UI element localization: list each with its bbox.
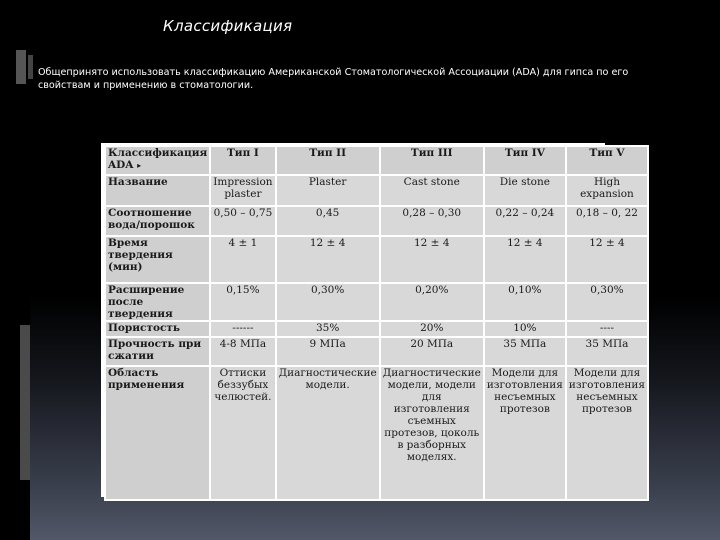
table-cell: 35 МПа: [484, 337, 566, 366]
column-header: Тип II: [276, 146, 380, 175]
row-label: Расширение после твердения: [105, 283, 210, 321]
table-cell: 10%: [484, 321, 566, 337]
table-row: [105, 283, 648, 321]
table-cell: 0,50 – 0,75: [210, 206, 275, 236]
column-header: Тип I: [210, 146, 275, 175]
column-header: Тип III: [380, 146, 484, 175]
table-cell: 0,10%: [484, 283, 566, 321]
table-cell: 0,22 – 0,24: [484, 206, 566, 236]
table-cell: Диагностические модели.: [276, 366, 380, 500]
row-label: Область применения: [105, 366, 210, 500]
intro-text: Общепринято использовать классификацию Американской Стоматологической Ассоциации (ADA) для гипса по его свойствам и применению в стоматологии.: [38, 67, 629, 91]
column-header: Тип V: [566, 146, 648, 175]
table-cell: Диагностические модели, модели для изготовления съемных протезов, цоколь в разборных моделях.: [380, 366, 484, 500]
table-cell: Impression plaster: [210, 175, 275, 206]
table-row: [105, 366, 648, 500]
table-cell: 4 ± 1: [210, 236, 275, 283]
table-cell: 0,15%: [210, 283, 275, 321]
table-cell: 12 ± 4: [380, 236, 484, 283]
table-cell: Модели для изготовления несъемных протезов: [566, 366, 648, 500]
decor-bar: [20, 325, 30, 480]
classification-table-frame: [101, 143, 646, 497]
corner-mark: ▸: [137, 161, 142, 170]
table-cell: 20%: [380, 321, 484, 337]
table-row: [105, 175, 648, 206]
row-label: Название: [105, 175, 210, 206]
table-cell: High expansion: [566, 175, 648, 206]
table-cell: Plaster: [276, 175, 380, 206]
table-cell: ------: [210, 321, 275, 337]
table-cell: Die stone: [484, 175, 566, 206]
decor-bar: [16, 50, 26, 84]
table-cell: 0,20%: [380, 283, 484, 321]
table-header-row: [105, 146, 648, 175]
table-cell: 0,28 – 0,30: [380, 206, 484, 236]
row-label: Соотношение вода/порошок: [105, 206, 210, 236]
classification-table: [104, 145, 649, 501]
table-cell: 0,30%: [566, 283, 648, 321]
table-row: [105, 337, 648, 366]
table-cell: 12 ± 4: [276, 236, 380, 283]
table-cell: ----: [566, 321, 648, 337]
table-cell: 12 ± 4: [484, 236, 566, 283]
column-header: Тип IV: [484, 146, 566, 175]
table-cell: Cast stone: [380, 175, 484, 206]
table-row: [105, 321, 648, 337]
slide-title: Классификация: [163, 17, 293, 35]
table-cell: 12 ± 4: [566, 236, 648, 283]
table-cell: 0,18 – 0, 22: [566, 206, 648, 236]
table-cell: 0,30%: [276, 283, 380, 321]
table-cell: 20 МПа: [380, 337, 484, 366]
corner-label: Классификация ADA: [108, 147, 208, 171]
table-cell: 35 МПа: [566, 337, 648, 366]
table-row: [105, 206, 648, 236]
table-corner-cell: [105, 146, 210, 175]
table-cell: 35%: [276, 321, 380, 337]
decor-bar: [28, 55, 33, 79]
row-label: Время твердения (мин): [105, 236, 210, 283]
table-cell: 4-8 МПа: [210, 337, 275, 366]
table-cell: 9 МПа: [276, 337, 380, 366]
row-label: Пористость: [105, 321, 210, 337]
row-label: Прочность при сжатии: [105, 337, 210, 366]
table-cell: 0,45: [276, 206, 380, 236]
table-row: [105, 236, 648, 283]
table-cell: Оттиски беззубых челюстей.: [210, 366, 275, 500]
table-cell: Модели для изготовления несъемных протезов: [484, 366, 566, 500]
